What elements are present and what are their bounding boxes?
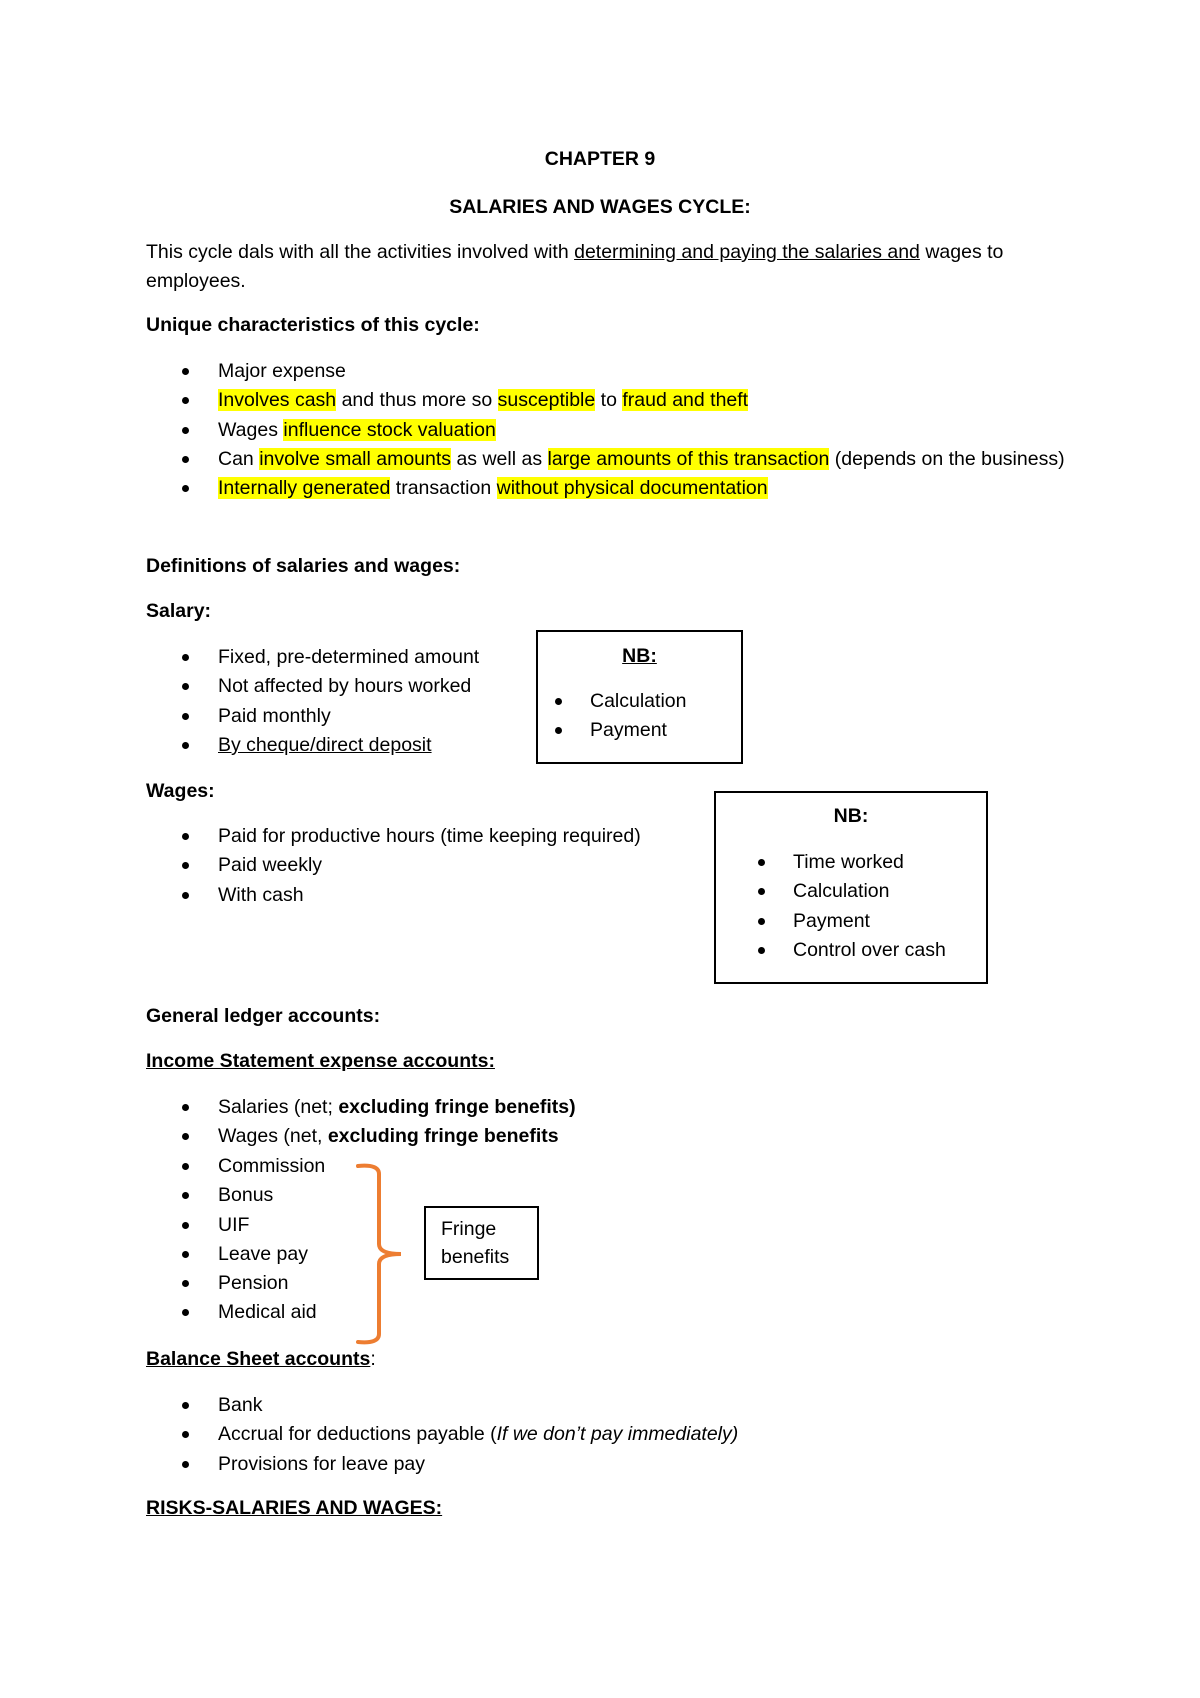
- list-item: [146, 386, 1078, 415]
- list-item: [146, 357, 1078, 386]
- intro-paragraph: [146, 238, 1066, 296]
- list-item: Bonus: [146, 1181, 325, 1210]
- text-segment: to: [595, 389, 623, 412]
- list-item: With cash: [146, 881, 641, 910]
- fringe-label-line1: Fringe: [441, 1218, 497, 1240]
- highlighted-text: Internally generated: [218, 477, 391, 500]
- unique-list: [146, 357, 1078, 503]
- fringe-benefits-box: [424, 1206, 539, 1280]
- balance-heading: Balance Sheet accounts:: [146, 1348, 376, 1370]
- list-item: [146, 416, 1078, 445]
- salary-nb-title: NB:: [622, 645, 657, 667]
- fringe-bracket: [355, 1160, 415, 1350]
- text-segment: Wages: [218, 418, 284, 441]
- ledger-heading: General ledger accounts:: [146, 1005, 381, 1027]
- risks-heading: RISKS-SALARIES AND WAGES:: [146, 1497, 443, 1519]
- list-item: Payment: [708, 907, 946, 936]
- text-segment: and thus more so: [336, 389, 498, 412]
- list-item: By cheque/direct deposit: [146, 731, 479, 760]
- unique-heading: Unique characteristics of this cycle:: [146, 314, 480, 336]
- income-list: [146, 1093, 576, 1152]
- list-item: Paid for productive hours (time keeping required): [146, 822, 641, 851]
- intro-text-2: wages to employees.: [146, 241, 1004, 292]
- list-item: UIF: [146, 1211, 325, 1240]
- salary-nb-list: [505, 687, 686, 746]
- text-segment: (depends on the business): [829, 447, 1065, 470]
- salary-nb-box: [536, 630, 743, 764]
- text-segment: transaction: [390, 477, 497, 500]
- list-item: Commission: [146, 1152, 325, 1181]
- list-item: Bank: [146, 1391, 738, 1420]
- list-item: Paid monthly: [146, 702, 479, 731]
- wages-nb-list: [708, 848, 946, 965]
- salary-heading: Salary:: [146, 600, 212, 622]
- list-item: Control over cash: [708, 936, 946, 965]
- highlighted-text: involve small amounts: [259, 447, 452, 470]
- highlighted-text: without physical documentation: [496, 477, 768, 500]
- list-item: [146, 445, 1078, 474]
- wages-heading: Wages:: [146, 780, 215, 802]
- list-item: Accrual for deductions payable (If we don’t pay immediately): [146, 1420, 738, 1449]
- list-item: Fixed, pre-determined amount: [146, 643, 479, 672]
- fringe-label-line2: benefits: [441, 1246, 510, 1268]
- list-item: Medical aid: [146, 1298, 325, 1327]
- list-item: Provisions for leave pay: [146, 1450, 738, 1479]
- wages-nb-box: [714, 791, 988, 984]
- list-item: Not affected by hours worked: [146, 672, 479, 701]
- text-segment: Can: [218, 447, 260, 470]
- highlighted-text: influence stock valuation: [283, 418, 496, 441]
- list-item: [146, 474, 1078, 503]
- wages-nb-title: NB:: [833, 805, 869, 827]
- chapter-subtitle: SALARIES AND WAGES CYCLE:: [449, 196, 751, 218]
- text-segment: as well as: [451, 447, 548, 470]
- highlighted-text: fraud and theft: [622, 389, 749, 412]
- definitions-heading: Definitions of salaries and wages:: [146, 555, 461, 577]
- list-item: Leave pay: [146, 1240, 325, 1269]
- list-item: Paid weekly: [146, 851, 641, 880]
- intro-underlined: determining and paying the salaries and: [574, 241, 920, 263]
- highlighted-text: susceptible: [497, 389, 596, 412]
- highlighted-text: Involves cash: [218, 389, 337, 412]
- list-item: Pension: [146, 1269, 325, 1298]
- balance-list: [146, 1391, 738, 1479]
- highlighted-text: large amounts of this transaction: [547, 447, 830, 470]
- list-item: Time worked: [708, 848, 946, 877]
- list-item: Payment: [505, 716, 686, 745]
- chapter-title: CHAPTER 9: [544, 148, 656, 170]
- wages-list: [146, 822, 641, 910]
- intro-text-1: This cycle dals with all the activities involved with: [146, 241, 575, 263]
- list-item: Calculation: [708, 877, 946, 906]
- salary-list: [146, 643, 479, 760]
- fringe-list: [146, 1152, 325, 1328]
- list-item: Calculation: [505, 687, 686, 716]
- text-segment: Major expense: [218, 360, 346, 382]
- list-item: Wages (net, excluding fringe benefits: [146, 1122, 576, 1151]
- list-item: Salaries (net; excluding fringe benefits): [146, 1093, 576, 1122]
- income-heading: Income Statement expense accounts:: [146, 1050, 495, 1072]
